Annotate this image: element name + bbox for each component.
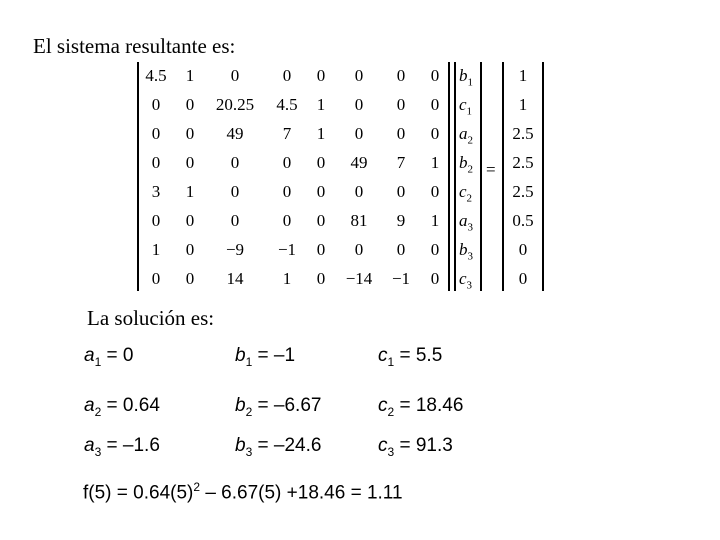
unknown-subscript: 2 [467,134,473,147]
unknown-variable [459,269,472,291]
matrix-cell: 14 [226,269,244,288]
unknown-base: c [459,95,467,114]
unknown-subscript: 1 [467,76,473,89]
matrix-cell: 1 [282,269,292,288]
unknown-base: a [459,124,468,143]
equals-sign: = [486,160,496,179]
matrix-cell: 0 [316,211,326,230]
matrix-cell: 0 [282,66,292,85]
solution-variable: a [84,395,95,416]
solution-item [235,395,321,419]
matrix-cell: 0 [316,66,326,85]
matrix-cell: 0 [185,153,195,172]
matrix-cell: 0 [396,182,406,201]
matrix-cell: 0 [230,211,240,230]
unknown-variable [459,240,473,262]
matrix-cell: 1 [430,211,440,230]
matrix-cell: 0 [185,269,195,288]
solution-value: = 91.3 [399,435,453,456]
solution-item [84,345,134,369]
solution-subscript: 2 [387,404,395,419]
matrix-cell: 7 [396,153,406,172]
solution-value: = –6.67 [257,395,322,416]
unknown-base: c [459,269,467,288]
matrix-cell: −9 [225,240,245,259]
unknown-variable [459,95,472,117]
matrix-cell: 0 [185,95,195,114]
matrix-cell: 0 [282,211,292,230]
matrix-cell: 0 [354,66,364,85]
matrix-cell: 7 [282,124,292,143]
unknown-base: c [459,182,467,201]
matrix-cell: 0 [230,66,240,85]
matrix-cell: 0 [151,124,161,143]
matrix-cell: 0 [430,269,440,288]
rhs-cell: 1 [518,95,528,114]
unknown-base: b [459,240,468,259]
matrix-cell: 0 [185,240,195,259]
solution-item [378,345,442,369]
matrix-cell: 0 [151,153,161,172]
matrix-cell: 0 [354,124,364,143]
unknown-base: a [459,211,468,230]
matrix-cell: 0 [185,124,195,143]
solution-item [84,435,160,459]
solution-subscript: 2 [94,404,102,419]
solution-value: = –1 [257,345,296,366]
matrix-cell: 0 [396,124,406,143]
solution-item [235,345,295,369]
unknown-subscript: 2 [466,192,473,205]
vector-right-bracket [480,62,482,291]
matrix-cell: 3 [151,182,161,201]
solution-value: = 18.46 [399,395,464,416]
rhs-cell: 0 [518,240,528,259]
matrix-cell: −1 [391,269,411,288]
solution-item [378,395,463,419]
unknown-variable [459,211,473,233]
matrix-cell: 0 [354,182,364,201]
matrix-cell: 0 [151,211,161,230]
unknown-subscript: 3 [467,250,473,263]
matrix-cell: 20.25 [215,95,255,114]
solution-variable: a [84,435,95,456]
rhs-cell: 1 [518,66,528,85]
matrix-cell: 0 [282,182,292,201]
matrix-cell: 0 [151,269,161,288]
matrix-cell: 4.5 [276,95,298,114]
matrix-cell: 0 [316,269,326,288]
matrix-cell: 81 [350,211,368,230]
solution-subscript: 3 [94,444,102,459]
matrix-cell: −1 [277,240,297,259]
unknown-variable [459,153,473,175]
matrix-cell: 1 [316,95,326,114]
matrix-cell: 0 [430,95,440,114]
matrix-cell: 0 [282,153,292,172]
unknown-subscript: 1 [466,105,473,118]
matrix-cell: 1 [185,182,195,201]
matrix-cell: 0 [396,240,406,259]
matrix-cell: 0 [396,95,406,114]
unknown-subscript: 2 [467,163,473,176]
matrix-cell: 0 [430,66,440,85]
unknown-subscript: 3 [466,279,473,292]
matrix-cell: 0 [396,66,406,85]
solution-variable: b [235,435,246,456]
final-part1: f(5) = 0.64(5) [83,482,194,504]
matrix-cell: 0 [185,211,195,230]
solution-variable: c [378,435,388,456]
matrix-cell: 1 [151,240,161,259]
solution-variable: c [378,395,388,416]
solution-variable: b [235,395,246,416]
matrix-cell: 0 [430,240,440,259]
matrix-cell: 1 [430,153,440,172]
solution-subscript: 3 [387,444,395,459]
matrix-cell: 49 [350,153,368,172]
solution-value: = –1.6 [106,435,160,456]
solution-subscript: 1 [94,354,102,369]
matrix-cell: 0 [230,153,240,172]
matrix-cell: 0 [151,95,161,114]
matrix-cell: 1 [316,124,326,143]
matrix-cell: 0 [230,182,240,201]
solution-item [378,435,453,459]
matrix-cell: 49 [226,124,244,143]
matrix-cell: 0 [354,240,364,259]
unknown-variable [459,124,473,146]
unknown-subscript: 3 [467,221,473,234]
unknown-variable [459,66,473,88]
matrix-cell: 9 [396,211,406,230]
solution-item [84,395,160,419]
solution-value: = 0.64 [106,395,160,416]
matrix-cell: 0 [430,124,440,143]
solution-subscript: 1 [245,354,253,369]
final-part2: – 6.67(5) +18.46 = 1.11 [200,482,403,504]
unknown-variable [459,182,472,204]
rhs-cell: 0.5 [512,211,534,230]
rhs-cell: 2.5 [512,182,534,201]
solution-value: = 0 [106,345,134,366]
matrix-cell: 0 [430,182,440,201]
matrix-cell: 0 [316,153,326,172]
solution-variable: b [235,345,246,366]
solution-item [235,435,321,459]
solution-subscript: 3 [245,444,253,459]
solution-subscript: 1 [387,354,395,369]
final-exponent: 2 [193,480,201,494]
unknown-base: b [459,66,468,85]
matrix-cell: 0 [354,95,364,114]
solution-subscript: 2 [245,404,253,419]
final-evaluation [83,480,403,504]
rhs-cell: 0 [518,269,528,288]
solution-variable: a [84,345,95,366]
matrix-cell: 0 [316,182,326,201]
matrix-cell: −14 [345,269,373,288]
rhs-cell: 2.5 [512,124,534,143]
matrix-cell: 1 [185,66,195,85]
matrix-cell: 0 [316,240,326,259]
matrix-cell: 4.5 [145,66,167,85]
solution-value: = 5.5 [399,345,443,366]
solution-value: = –24.6 [257,435,322,456]
solution-title: La solución es: [87,306,215,330]
unknown-base: b [459,153,468,172]
intro-text: El sistema resultante es: [33,34,236,58]
rhs-cell: 2.5 [512,153,534,172]
solution-variable: c [378,345,388,366]
